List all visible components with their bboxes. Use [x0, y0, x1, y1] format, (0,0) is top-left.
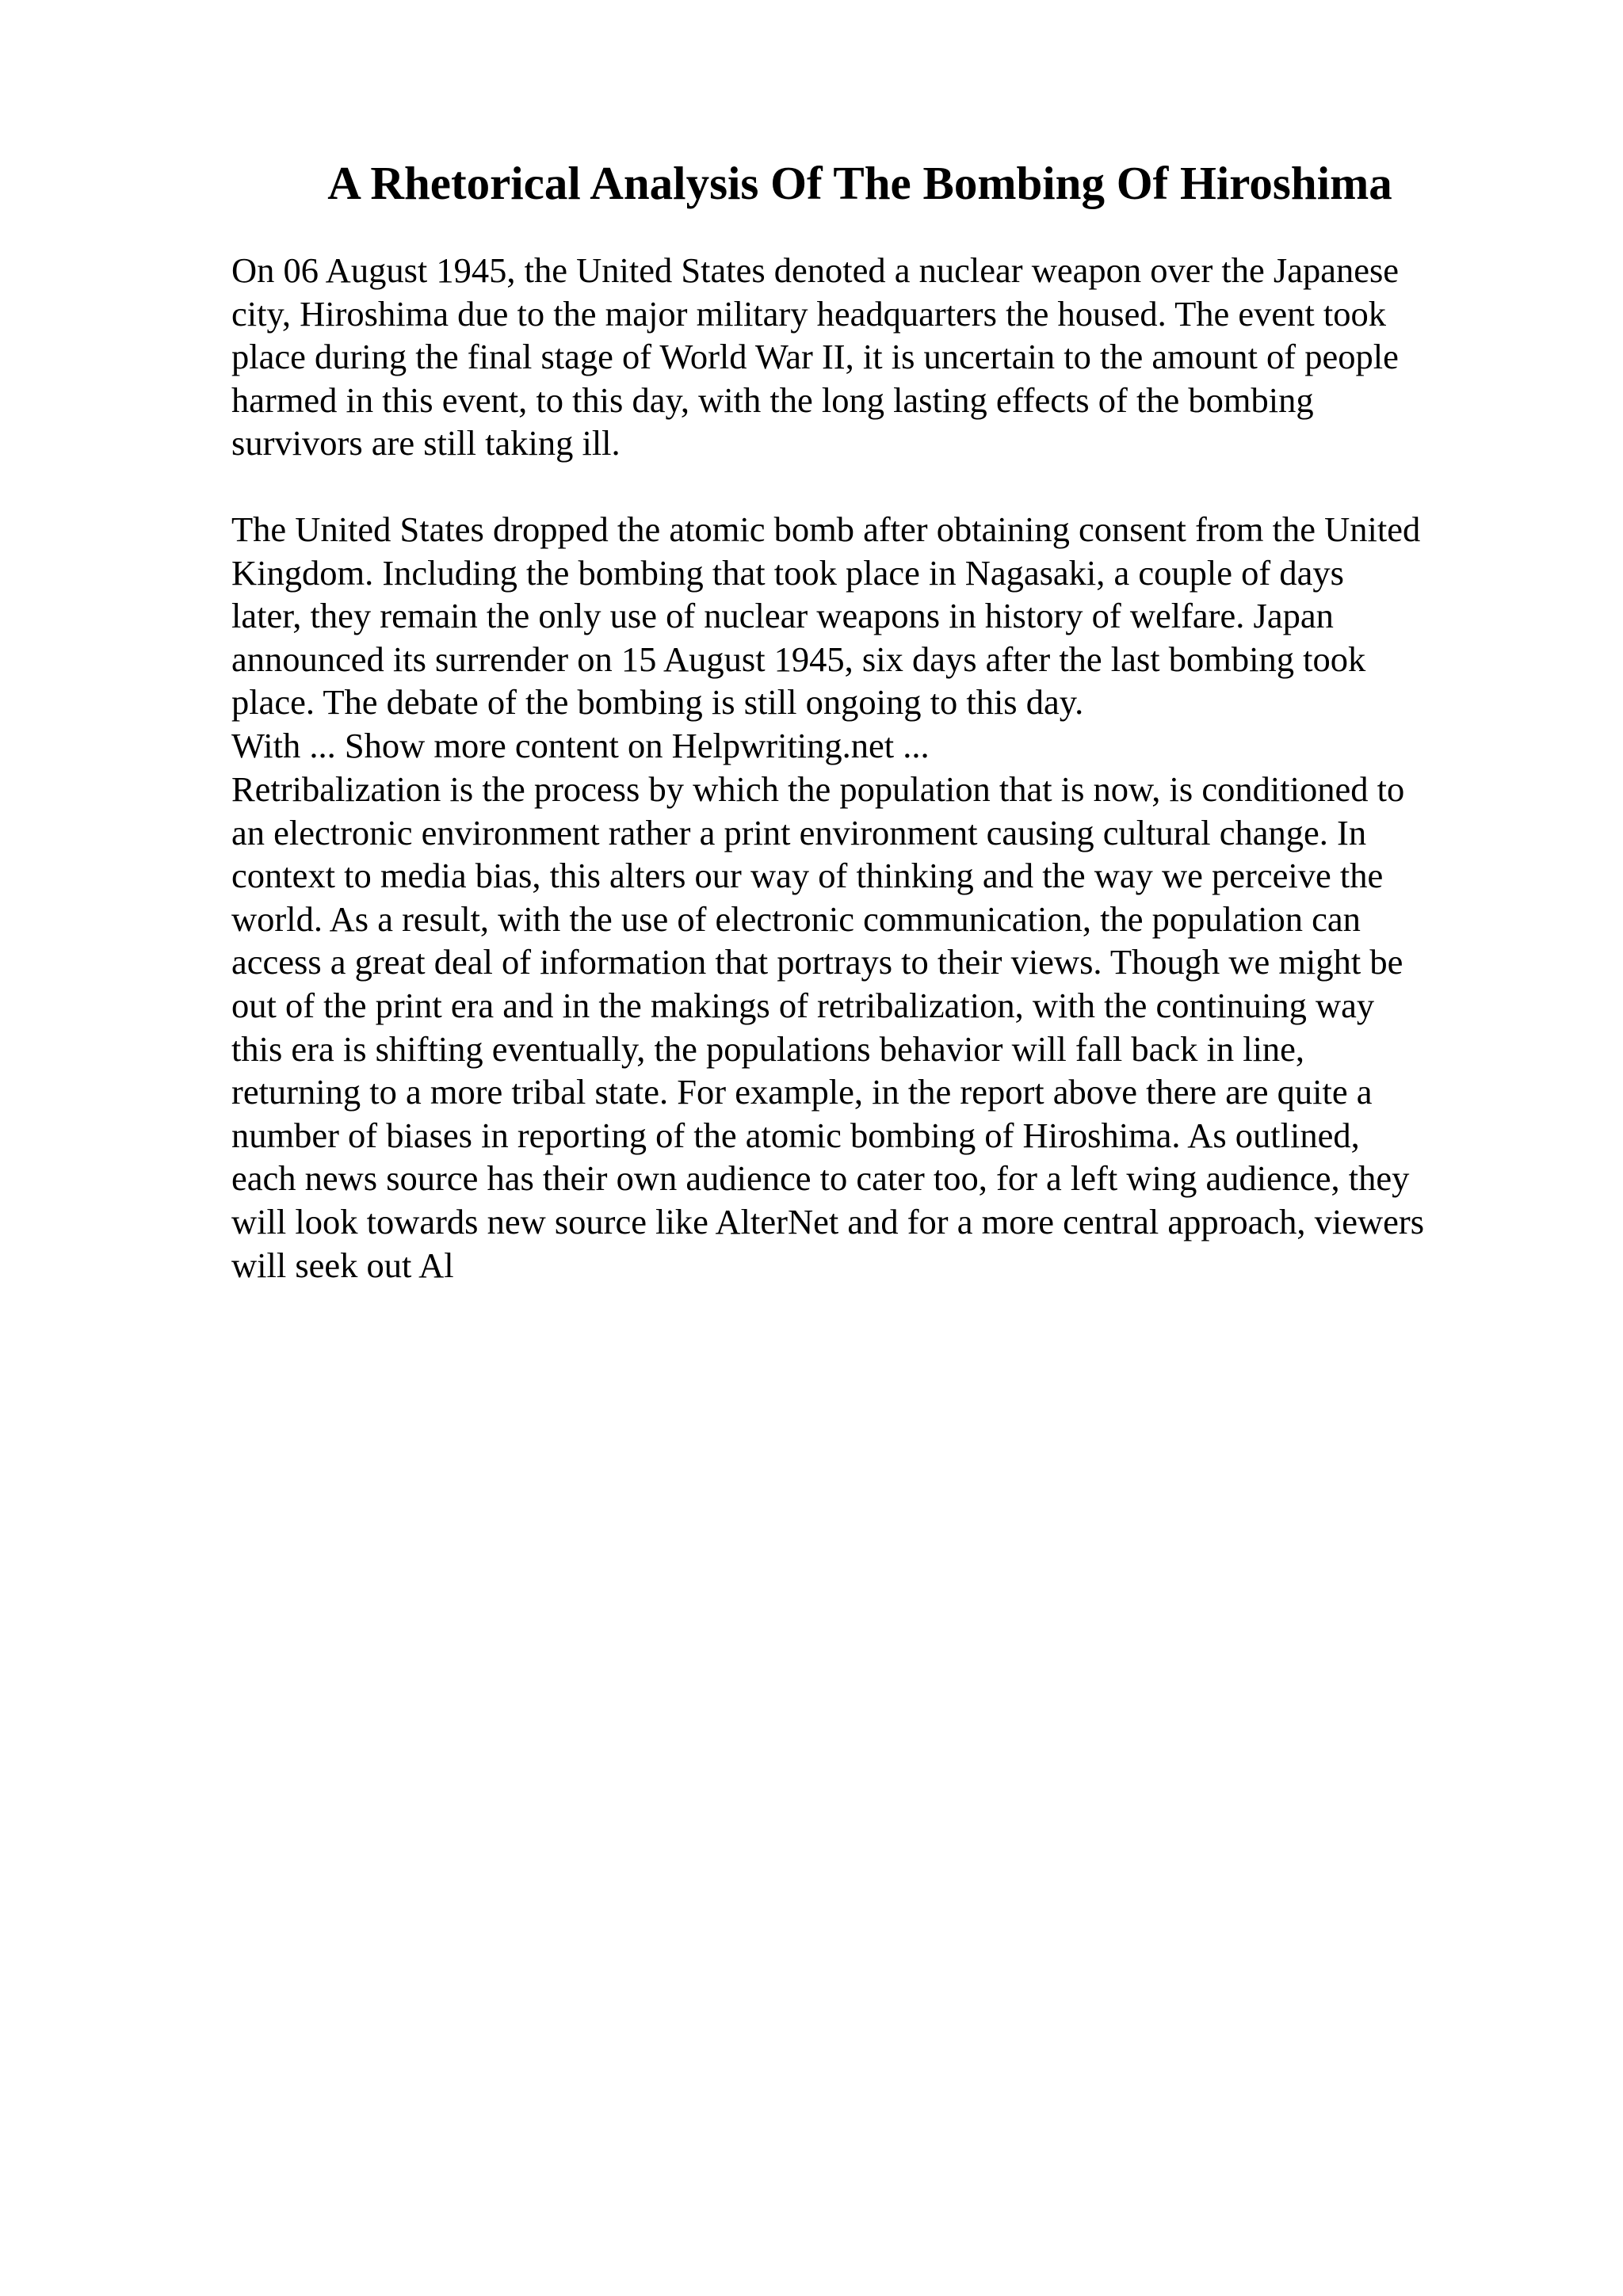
text-line: Kingdom. Including the bombing that took place in Nagasaki, a couple of days: [231, 552, 1344, 593]
paragraph-surrender: [231, 508, 1515, 724]
text-line: survivors are still taking ill.: [231, 423, 621, 463]
text-line: announced its surrender on 15 August 1945, six days after the last bombing took: [231, 639, 1366, 679]
text-line: place during the final stage of World War II, it is uncertain to the amount of people: [231, 337, 1399, 377]
text-line: this era is shifting eventually, the populations behavior will fall back in line,: [231, 1028, 1305, 1069]
text-line: an electronic environment rather a print environment causing cultural change. In: [231, 812, 1367, 852]
paragraph-intro: [231, 249, 1515, 465]
text-line: The United States dropped the atomic bomb after obtaining consent from the United: [231, 509, 1421, 549]
text-line: On 06 August 1945, the United States denoted a nuclear weapon over the Japanese: [231, 250, 1400, 290]
paragraph-retribalization: [231, 768, 1515, 1287]
text-line: later, they remain the only use of nuclear weapons in history of welfare. Japan: [231, 596, 1334, 636]
text-line: out of the print era and in the makings of retribalization, with the continuing way: [231, 985, 1375, 1025]
text-line: place. The debate of the bombing is still ongoing to this day.: [231, 682, 1084, 723]
text-line: With ... Show more content on Helpwriting.net ...: [231, 726, 930, 765]
text-line: context to media bias, this alters our way of thinking and the way we perceive the: [231, 856, 1384, 896]
text-line: harmed in this event, to this day, with the long lasting effects of the bombing: [231, 379, 1314, 420]
text-line: world. As a result, with the use of electronic communication, the population can: [231, 898, 1361, 939]
text-line: each news source has their own audience to cater too, for a left wing audience, they: [231, 1158, 1410, 1199]
text-line: returning to a more tribal state. For example, in the report above there are quite a: [231, 1072, 1373, 1112]
text-line: access a great deal of information that portrays to their views. Though we might be: [231, 942, 1403, 982]
show-more-notice: [231, 724, 1515, 768]
text-line: Retribalization is the process by which the population that is now, is conditioned to: [231, 769, 1405, 809]
text-line: will seek out Al: [231, 1245, 454, 1285]
text-line: city, Hiroshima due to the major military headquarters the housed. The event took: [231, 293, 1386, 334]
document-title: A Rhetorical Analysis Of The Bombing Of Hiroshima: [327, 157, 1392, 209]
text-line: number of biases in reporting of the atomic bombing of Hiroshima. As outlined,: [231, 1115, 1360, 1155]
text-line: will look towards new source like AlterNet and for a more central approach, viewers: [231, 1201, 1425, 1241]
